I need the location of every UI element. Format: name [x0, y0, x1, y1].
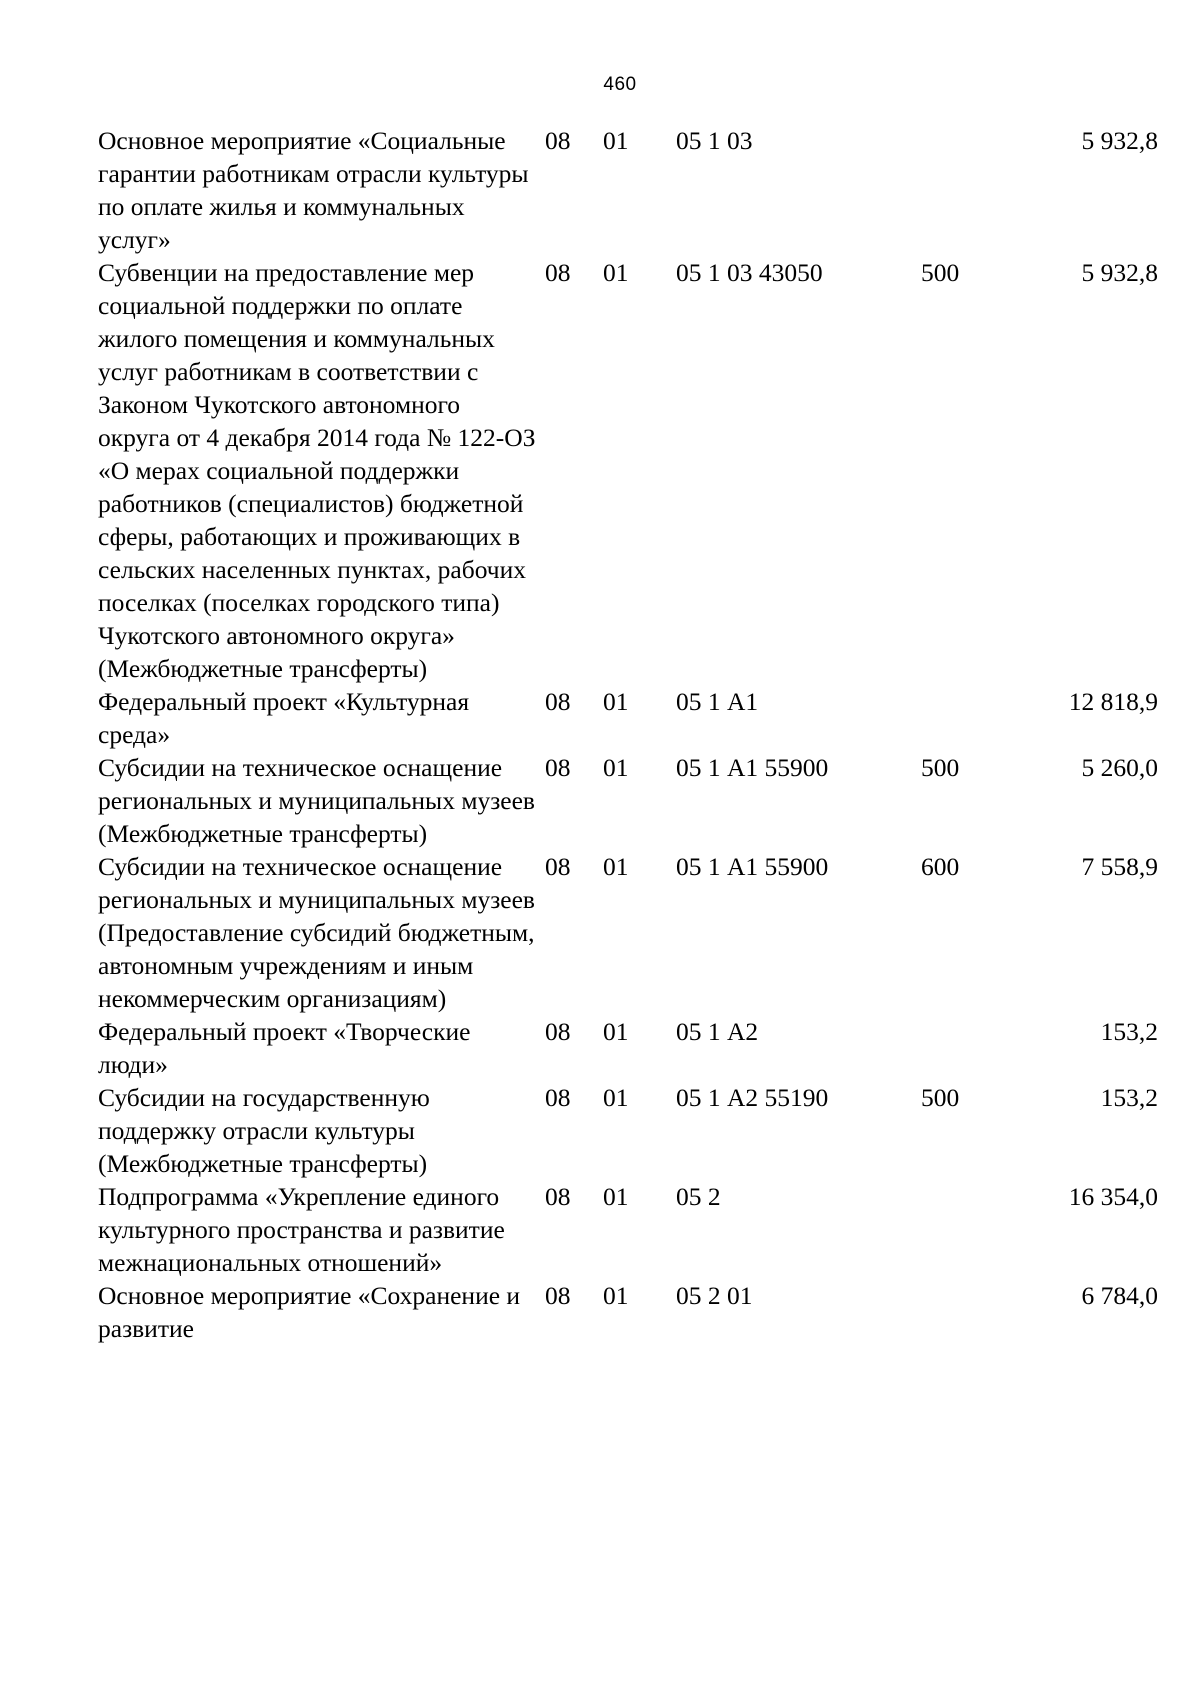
row-target-article-code: 05 1 03: [676, 126, 753, 155]
row-target-article-code: 05 1 А1: [676, 687, 759, 716]
table-row: [98, 1081, 1158, 1180]
row-amount: 5 260,0: [1081, 753, 1158, 782]
table-row: [98, 1279, 1158, 1345]
row-name: Основное мероприятие «Сохранение и развитие: [98, 1281, 521, 1343]
row-expense-type-code: 500: [921, 258, 960, 287]
row-subsection-code: 01: [603, 1083, 629, 1112]
row-section-code: 08: [545, 126, 571, 155]
row-expense-type-code: [921, 1279, 1021, 1345]
row-name: Субсидии на государственную поддержку отрасли культуры (Межбюджетные трансферты): [98, 1083, 430, 1178]
table-row: [98, 124, 1158, 256]
row-subsection-code: 01: [603, 126, 629, 155]
row-subsection-code: 01: [603, 687, 629, 716]
budget-table: [98, 124, 1158, 1345]
row-target-article-code: 05 2 01: [676, 1281, 753, 1310]
row-amount: 153,2: [1100, 1017, 1158, 1046]
row-amount: 7 558,9: [1081, 852, 1158, 881]
row-section-code: 08: [545, 753, 571, 782]
row-expense-type-code: 500: [921, 1083, 960, 1112]
row-amount: 6 784,0: [1081, 1281, 1158, 1310]
row-name: Подпрограмма «Укрепление единого культурного пространства и развитие межнациональных отношений»: [98, 1182, 505, 1277]
row-subsection-code: 01: [603, 852, 629, 881]
row-section-code: 08: [545, 1182, 571, 1211]
row-subsection-code: 01: [603, 1017, 629, 1046]
row-section-code: 08: [545, 1017, 571, 1046]
row-amount: 5 932,8: [1081, 258, 1158, 287]
row-expense-type-code: 600: [921, 852, 960, 881]
table-row: [98, 685, 1158, 751]
row-expense-type-code: [921, 1180, 1021, 1279]
row-amount: 153,2: [1100, 1083, 1158, 1112]
row-expense-type-code: 500: [921, 753, 960, 782]
table-row: [98, 850, 1158, 1015]
row-subsection-code: 01: [603, 1182, 629, 1211]
table-row: [98, 256, 1158, 685]
row-target-article-code: 05 1 03 43050: [676, 258, 823, 287]
row-name: Субвенции на предоставление мер социальной поддержки по оплате жилого помещения и коммунальных услуг работникам в соответствии с Законом Чукотского автономного округа от 4 декабря 2014 года № 122-ОЗ «О мерах социальной поддержки работников (специалистов) бюджетной сферы, работающих и проживающих в сельских населенных пунктах, рабочих поселках (поселках городского типа) Чукотского автономного округа» (Межбюджетные трансферты): [98, 258, 536, 683]
table-row: [98, 1180, 1158, 1279]
row-name: Основное мероприятие «Социальные гарантии работникам отрасли культуры по оплате жилья и коммунальных услуг»: [98, 126, 529, 254]
row-amount: 5 932,8: [1081, 126, 1158, 155]
row-amount: 12 818,9: [1068, 687, 1158, 716]
page-number: 460: [603, 74, 637, 95]
row-target-article-code: 05 1 А2 55190: [676, 1083, 829, 1112]
row-section-code: 08: [545, 687, 571, 716]
row-section-code: 08: [545, 1083, 571, 1112]
row-name: Субсидии на техническое оснащение региональных и муниципальных музеев (Предоставление субсидий бюджетным, автономным учреждениям и иным некоммерческим организациям): [98, 852, 535, 1013]
table-row: [98, 751, 1158, 850]
row-section-code: 08: [545, 852, 571, 881]
row-target-article-code: 05 1 А1 55900: [676, 753, 829, 782]
row-expense-type-code: [921, 124, 1021, 256]
row-name: Федеральный проект «Творческие люди»: [98, 1017, 471, 1079]
row-section-code: 08: [545, 1281, 571, 1310]
row-name: Субсидии на техническое оснащение региональных и муниципальных музеев (Межбюджетные трансферты): [98, 753, 535, 848]
row-section-code: 08: [545, 258, 571, 287]
row-expense-type-code: [921, 685, 1021, 751]
row-target-article-code: 05 2: [676, 1182, 721, 1211]
table-row: [98, 1015, 1158, 1081]
row-subsection-code: 01: [603, 753, 629, 782]
row-subsection-code: 01: [603, 258, 629, 287]
row-expense-type-code: [921, 1015, 1021, 1081]
row-target-article-code: 05 1 А2: [676, 1017, 759, 1046]
row-target-article-code: 05 1 А1 55900: [676, 852, 829, 881]
row-amount: 16 354,0: [1068, 1182, 1158, 1211]
row-name: Федеральный проект «Культурная среда»: [98, 687, 470, 749]
row-subsection-code: 01: [603, 1281, 629, 1310]
